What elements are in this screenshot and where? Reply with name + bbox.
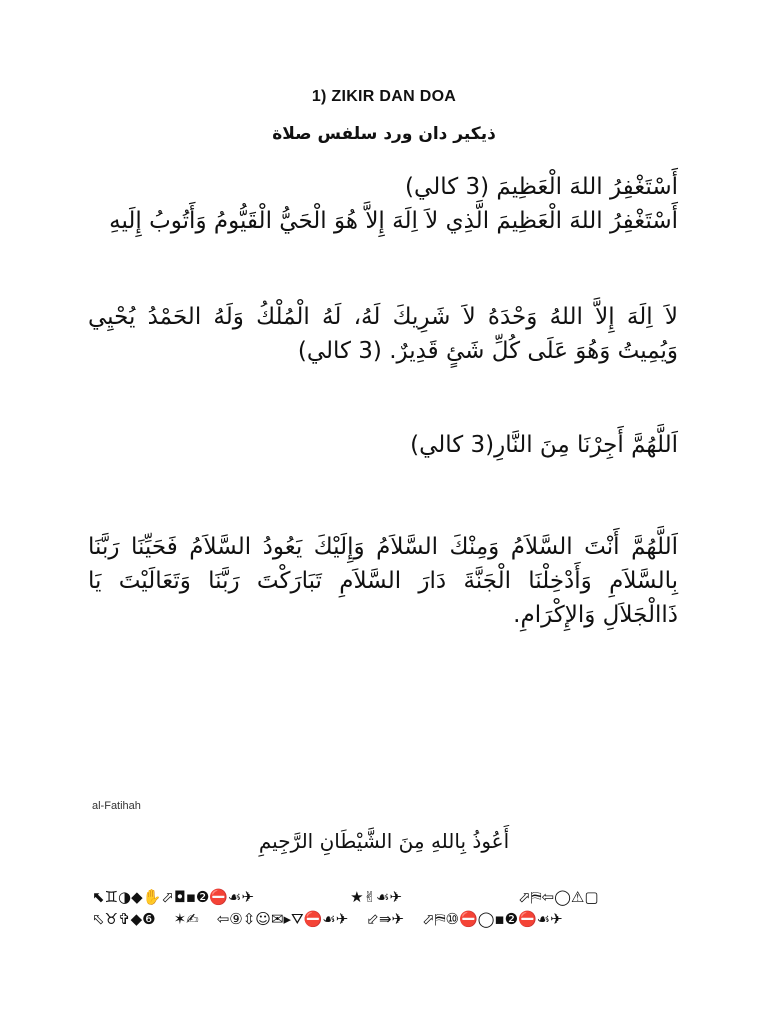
symbol-group: ⇦⑨⇳☺✉▸⛛⛔☙✈ (216, 910, 349, 928)
paragraph-istighfar (88, 170, 678, 238)
wingding-line-1 (92, 888, 682, 906)
symbol-group: ⬁♉✞◆❻ (92, 910, 156, 928)
wingding-line-2 (92, 910, 682, 928)
symbol-group: ⬀⛿⇦◯⚠▢ (518, 888, 599, 906)
symbol-group: ★✌☙✈ (350, 888, 403, 906)
document-heading: 1) ZIKIR DAN DOA (311, 88, 457, 105)
taawwudh-line: أَعُوذُ بِاللهِ مِنَ الشَّيْطَانِ الرَّجِيمِ (258, 829, 510, 853)
paragraph-ajirna: اَللَّهُمَّ أَجِرْنَا مِنَ النَّارِ(3 كالي) (410, 432, 678, 458)
paragraph-line: أَسْتَغْفِرُ اللهَ الْعَظِيمَ (3 كالي) (405, 174, 678, 200)
paragraph-tahlil: لاَ اِلَهَ إِلاَّ اللهُ وَحْدَهُ لاَ شَرِيكَ لَهُ، لَهُ الْمُلْكُ وَلَهُ الحَمْدُ يُحْيِي وَيُمِيتُ وَهُوَ عَلَى كُلِّ شَئٍ قَدِيرٌ. (3 كالي) (88, 304, 678, 364)
symbol-group: ⬃⇛✈ (366, 910, 405, 928)
symbol-group: ⬉♊◑◆✋⬀◘▪❷⛔☙✈ (92, 888, 255, 906)
symbol-group: ⬀⛿⑩⛔◯▪❷⛔☙✈ (422, 910, 563, 928)
document-subheading: ذيكير دان ورد سلفس صلاة (272, 124, 496, 144)
section-label: al-Fatihah (92, 800, 141, 812)
paragraph-line: أَسْتَغْفِرُ اللهَ الْعَظِيمَ الَّذِي لاَ اِلَهَ إِلاَّ هُوَ الْحَيُّ الْقَيُّومُ وَأَتُوبُ إِلَيهِ (109, 208, 678, 234)
symbol-group: ✶✍ (173, 910, 199, 928)
paragraph-salam: اَللَّهُمَّ أَنْتَ السَّلاَمُ وَمِنْكَ السَّلاَمُ وَإِلَيْكَ يَعُودُ السَّلاَمُ فَحَيِّنَا رَبَّنَا بِالسَّلاَمِ وَأَدْخِلْنَا الْجَنَّةَ دَارَ السَّلاَمِ تَبَارَكْتَ رَبَّنَا وَتَعَالَيْتَ يَا ذَاالْجَلاَلِ وَالإِكْرَامِ. (88, 534, 678, 628)
